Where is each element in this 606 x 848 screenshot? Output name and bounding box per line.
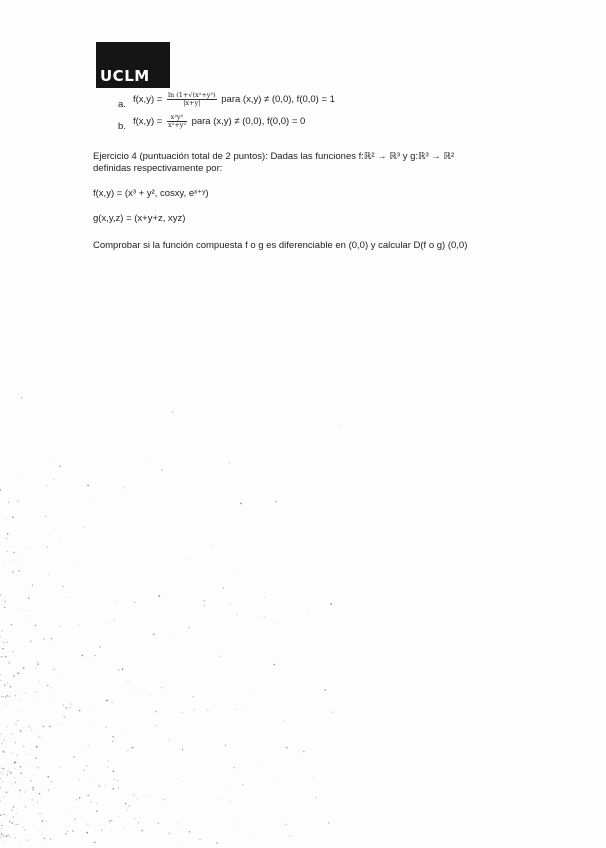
item-a-lhs: f(x,y) = xyxy=(133,94,163,106)
exercise-statement-line2: definidas respectivamente por: xyxy=(93,163,223,174)
item-a-numerator: ln (1+√(x²+y²) xyxy=(167,91,216,99)
item-b-expression xyxy=(133,114,305,129)
function-g-definition: g(x,y,z) = (x+y+z, xyz) xyxy=(93,213,186,224)
uclm-logo xyxy=(96,42,170,88)
item-b-denominator: x²+y² xyxy=(167,121,186,129)
item-a-expression xyxy=(133,92,335,107)
item-b-fraction xyxy=(167,114,187,129)
item-b-label: b. xyxy=(118,121,126,132)
logo-text: UCLM xyxy=(100,67,150,85)
item-b-numerator: x²y² xyxy=(167,114,187,122)
item-a-tail: para (x,y) ≠ (0,0), f(0,0) = 1 xyxy=(221,94,335,106)
item-a-label: a. xyxy=(118,99,126,110)
function-f-definition: f(x,y) = (x³ + y², cosxy, eˣ⁺ʸ) xyxy=(93,188,209,199)
item-a-denominator: |x+y| xyxy=(183,99,201,107)
item-b-lhs: f(x,y) = xyxy=(133,116,163,128)
exercise-statement-line1: Ejercicio 4 (puntuación total de 2 puntos): Dadas las funciones f:ℝ² → ℝ³ y g:ℝ³ → ℝ² xyxy=(93,151,455,162)
exercise-question: Comprobar si la función compuesta f o g es diferenciable en (0,0) y calcular D(f o g) (0,0) xyxy=(93,240,468,251)
item-b-tail: para (x,y) ≠ (0,0), f(0,0) = 0 xyxy=(191,116,306,128)
item-a-fraction xyxy=(167,92,217,107)
